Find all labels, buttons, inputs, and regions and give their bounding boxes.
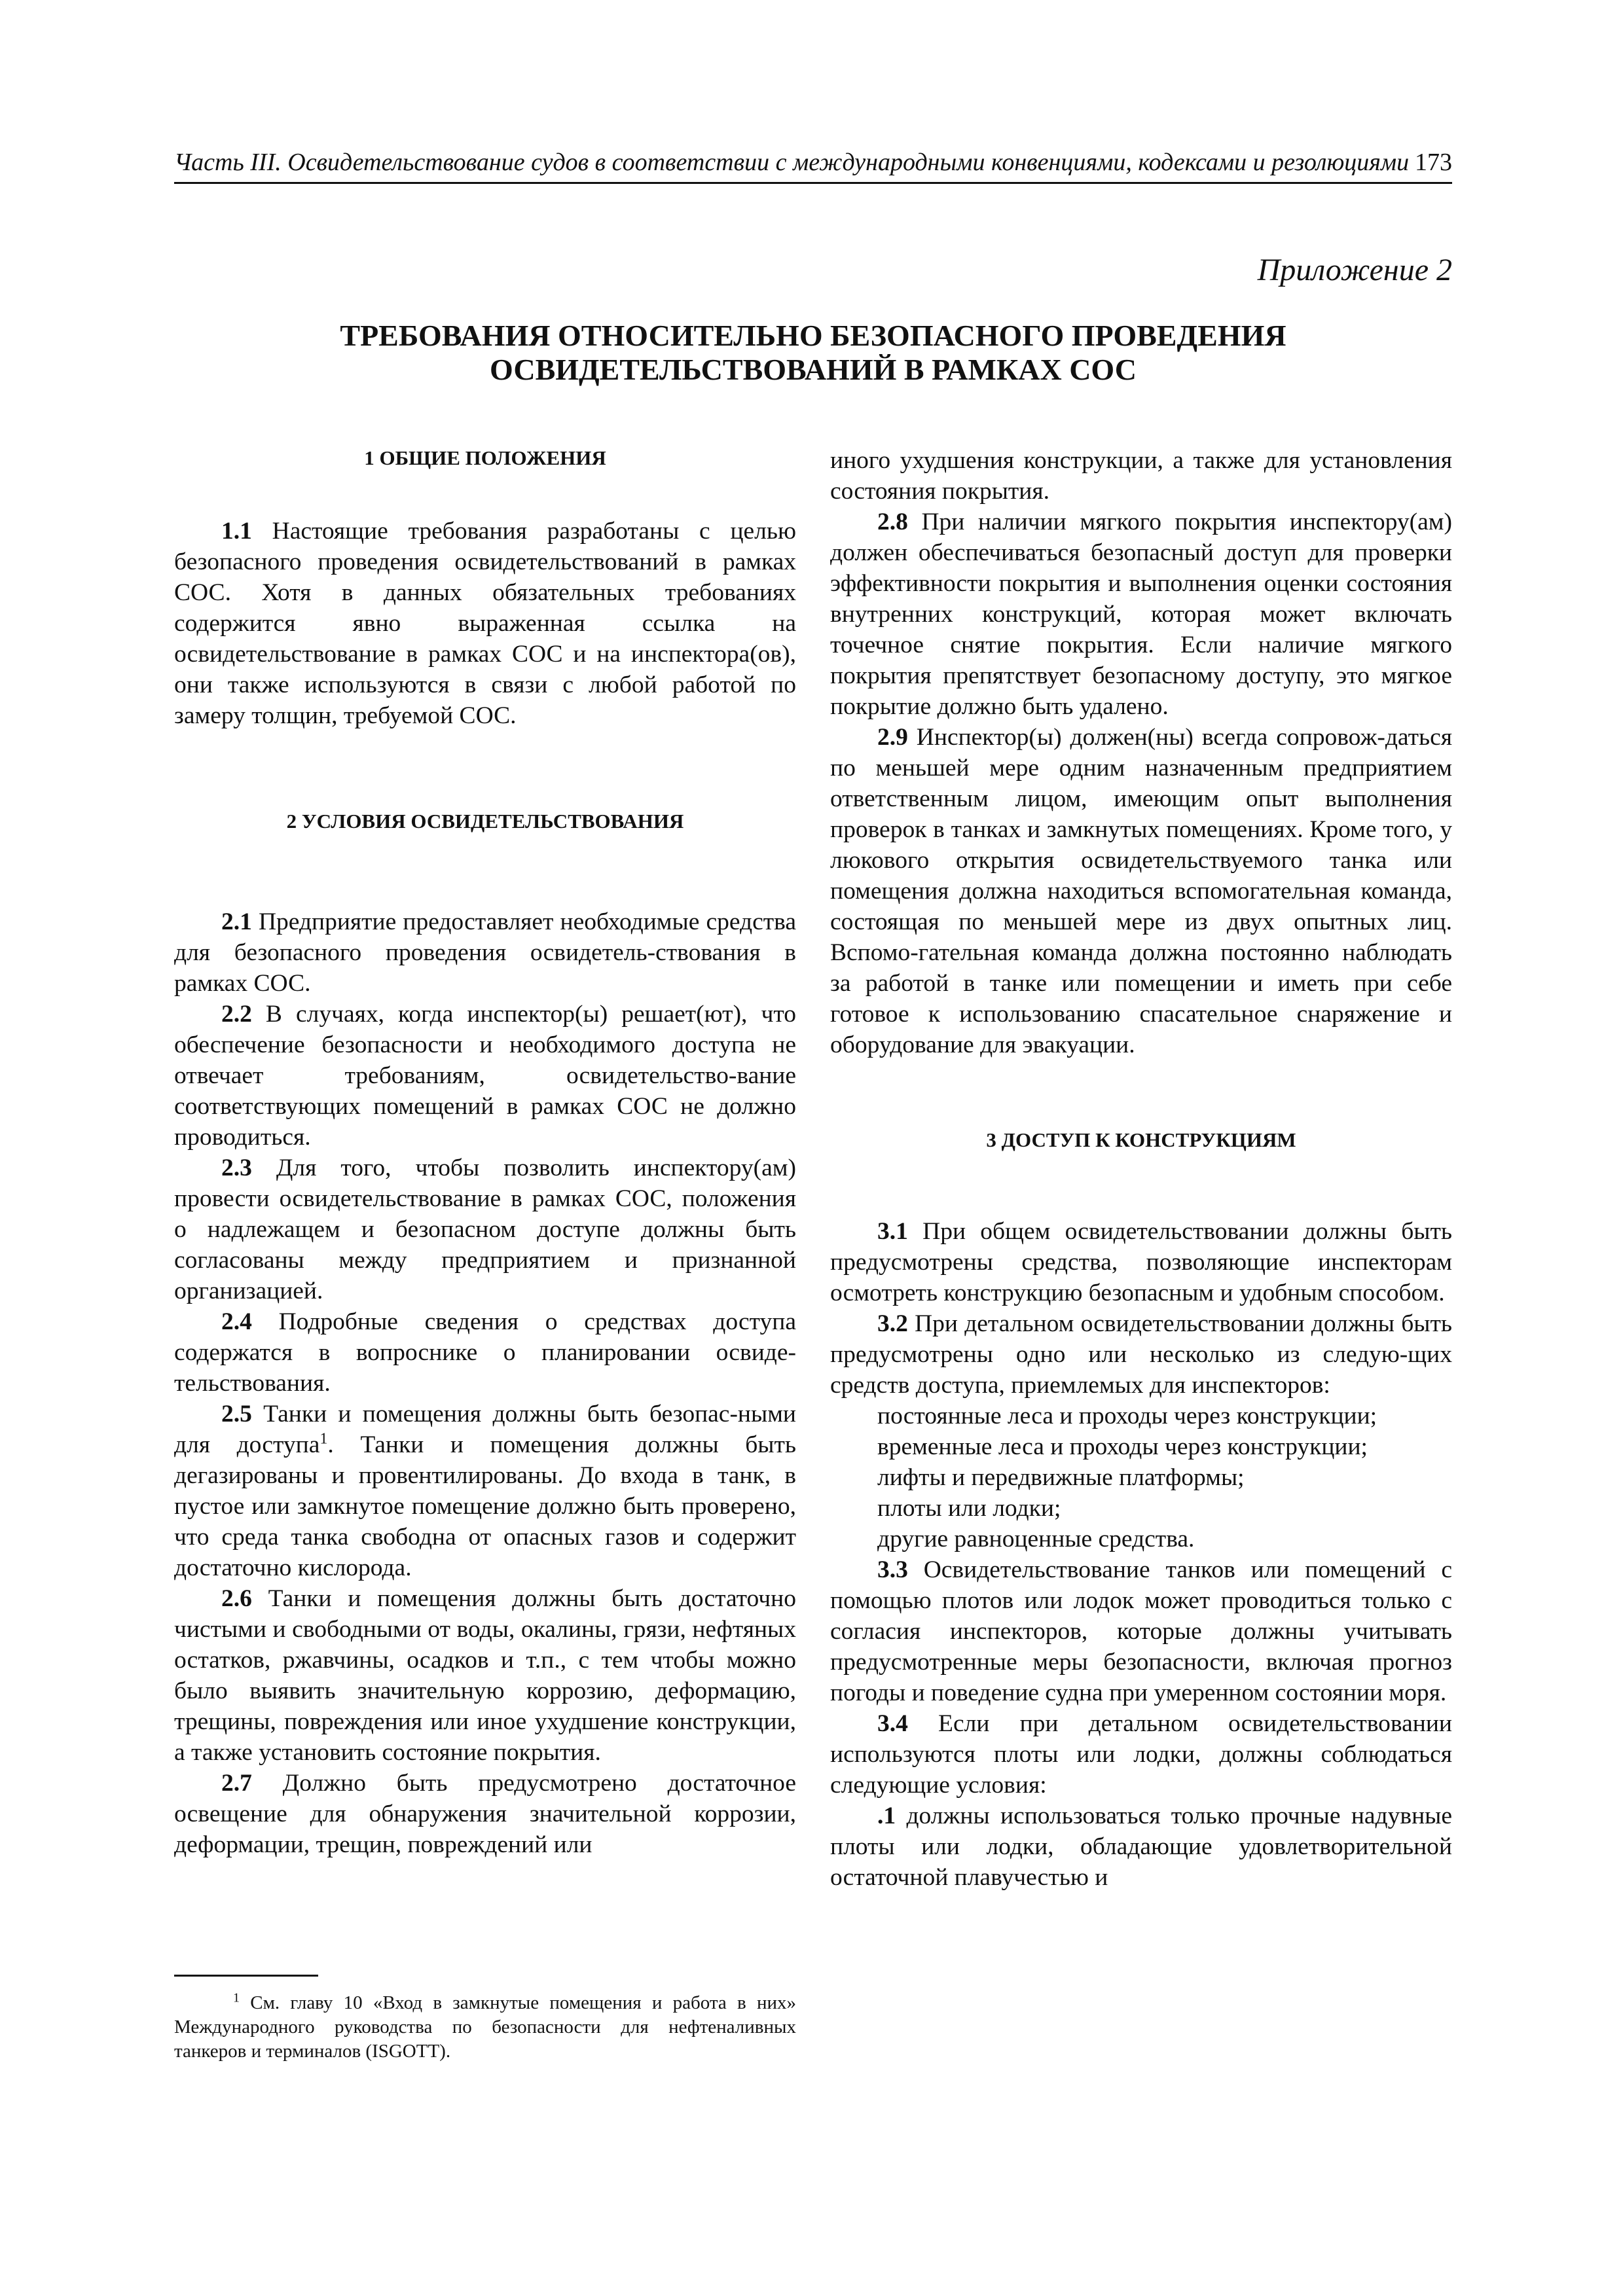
paragraph-2-7 — [174, 1768, 796, 1860]
footnote-reference: 1 — [319, 1430, 328, 1448]
paragraph-number: 3.4 — [877, 1710, 908, 1737]
paragraph-text: Танки и помещения должны быть безопас-ными для доступа — [174, 1401, 796, 1458]
paragraph-number: 1.1 — [221, 518, 252, 545]
paragraph-3-1 — [830, 1216, 1452, 1308]
access-means-list-item: постоянные леса и проходы через конструкции; — [877, 1403, 1377, 1429]
running-header-title: Часть III. Освидетельствование судов в соответствии с международными конвенциями, кодексами и резолюциями — [174, 149, 1410, 176]
access-means-list-item: плоты или лодки; — [877, 1495, 1061, 1522]
footnote-separator — [174, 1975, 318, 1977]
paragraph-text: Освидетельствование танков или помещений с помощью плотов или лодок может проводиться только с согласия инспекторов, которые должны учитывать предусмотренные меры безопасности, включая прогноз погоды и поведение судна при умеренном состоянии моря. — [830, 1556, 1452, 1706]
paragraph-2-8 — [830, 507, 1452, 722]
paragraph-text: Инспектор(ы) должен(ны) всегда сопровож-даться по меньшей мере одним назначенным предприятием ответственным лицом, имеющим опыт выполнения проверок в танках и замкнутых помещениях. Кроме того, у люкового открытия освидетельствуемого танка или помещения должна находиться вспомогательная команда, состоящая по меньшей мере из двух опытных лиц. Вспомо-гательная команда должна постоянно наблюдать за работой в танке или помещении и иметь при себе готовое к использованию спасательное снаряжение и оборудование для эвакуации. — [830, 724, 1452, 1058]
paragraph-text: должны использоваться только прочные надувные плоты или лодки, обладающие удовлетворительной остаточной плавучестью и — [830, 1803, 1452, 1891]
paragraph-text: В случаях, когда инспектор(ы) решает(ют), что обеспечение безопасности и необходимого доступа не отвечает требованиям, освидетельство-вание соответствующих помещений в рамках СОС не должно проводиться. — [174, 1001, 796, 1151]
paragraph-number: 2.7 — [221, 1770, 252, 1797]
paragraph-text: Предприятие предоставляет необходимые средства для безопасного проведения освидетель-ствования в рамках СОС. — [174, 908, 796, 997]
section-1-heading: 1 ОБЩИЕ ПОЛОЖЕНИЯ — [364, 446, 606, 469]
paragraph-text: Если при детальном освидетельствовании используются плоты или лодки, должны соблюдаться следующие условия: — [830, 1710, 1452, 1799]
footnote — [174, 1975, 796, 2064]
appendix-label: Приложение 2 — [1257, 253, 1452, 287]
document-title — [174, 319, 1452, 387]
left-column — [174, 445, 796, 1860]
paragraph-number: 3.3 — [877, 1556, 908, 1583]
paragraph-3-3 — [830, 1554, 1452, 1708]
paragraph-text: Должно быть предусмотрено достаточное освещение для обнаружения значительной коррозии, деформации, трещин, повреждений или — [174, 1770, 796, 1858]
footnote-body: См. главу 10 «Вход в замкнутые помещения и работа в них» Международного руководства по безопасности для нефтеналивных танкеров и терминалов (ISGOTT). — [174, 1992, 796, 2062]
paragraph-number: 2.8 — [877, 509, 908, 535]
paragraph-text: При наличии мягкого покрытия инспектору(ам) должен обеспечиваться безопасный доступ для проверки эффективности покрытия и выполнения оценки состояния внутренних конструкций, которая может включать точечное снятие покрытия. Если наличие мягкого покрытия препятствует безопасному доступу, это мягкое покрытие должно быть удалено. — [830, 509, 1452, 720]
access-means-list-item: лифты и передвижные платформы; — [877, 1464, 1245, 1491]
paragraph-2-5 — [174, 1399, 796, 1583]
paragraph-2-2 — [174, 999, 796, 1153]
paragraph-2-9 — [830, 722, 1452, 1060]
access-means-list-item: временные леса и проходы через конструкции; — [877, 1433, 1368, 1460]
paragraph-1-1 — [174, 516, 796, 731]
paragraph-2-7-continued: иного ухудшения конструкции, а также для установления состояния покрытия. — [830, 447, 1452, 505]
paragraph-2-1 — [174, 906, 796, 999]
paragraph-2-6 — [174, 1583, 796, 1768]
section-2-heading: 2 УСЛОВИЯ ОСВИДЕТЕЛЬСТВОВАНИЯ — [286, 810, 684, 833]
paragraph-2-3 — [174, 1153, 796, 1306]
paragraph-text: Танки и помещения должны быть достаточно чистыми и свободными от воды, окалины, грязи, нефтяных остатков, ржавчины, осадков и т.п., с тем чтобы можно было выявить значительную коррозию, деформацию, трещины, повреждения или иное ухудшение конструкции, а также установить состояние покрытия. — [174, 1585, 796, 1766]
paragraph-number: 2.5 — [221, 1401, 252, 1427]
paragraph-3-4-1 — [830, 1801, 1452, 1893]
page-number: 173 — [1415, 149, 1452, 176]
section-3-heading: 3 ДОСТУП К КОНСТРУКЦИЯМ — [986, 1128, 1296, 1151]
paragraph-number: 2.9 — [877, 724, 908, 751]
paragraph-number: 2.3 — [221, 1155, 252, 1181]
paragraph-2-4 — [174, 1306, 796, 1399]
footnote-text — [174, 1991, 796, 2064]
document-title-line-1: ТРЕБОВАНИЯ ОТНОСИТЕЛЬНО БЕЗОПАСНОГО ПРОВЕДЕНИЯ — [340, 319, 1286, 352]
paragraph-text: Подробные сведения о средствах доступа содержатся в вопроснике о планировании освиде-тельствования. — [174, 1308, 796, 1397]
paragraph-text: Для того, чтобы позволить инспектору(ам) провести освидетельствование в рамках СОС, положения о надлежащем и безопасном доступе должны быть согласованы между предприятием и признанной организацией. — [174, 1155, 796, 1304]
paragraph-number: 2.2 — [221, 1001, 252, 1028]
access-means-list-item: другие равноценные средства. — [877, 1526, 1195, 1552]
paragraph-text-continued: . Танки и помещения должны быть дегазированы и провентилированы. До входа в танк, в пустое или замкнутое помещение должно быть проверено, что среда танка свободна от опасных газов и содержит достаточно кислорода. — [174, 1431, 796, 1581]
paragraph-number: .1 — [877, 1803, 896, 1829]
paragraph-number: 2.1 — [221, 908, 252, 935]
paragraph-number: 2.4 — [221, 1308, 252, 1335]
right-column — [830, 445, 1452, 1893]
paragraph-text: При детальном освидетельствовании должны быть предусмотрены одно или несколько из следую-щих средств доступа, приемлемых для инспекторов: — [830, 1310, 1452, 1399]
paragraph-number: 3.1 — [877, 1218, 908, 1245]
paragraph-text: При общем освидетельствовании должны быть предусмотрены средства, позволяющие инспекторам осмотреть конструкцию безопасным и удобным способом. — [830, 1218, 1452, 1306]
paragraph-text: Настоящие требования разработаны с целью безопасного проведения освидетельствований в рамках СОС. Хотя в данных обязательных требованиях содержится явно выраженная ссылка на освидетельствование в рамках СОС и на инспектора(ов), они также используются в связи с любой работой по замеру толщин, требуемой СОС. — [174, 518, 796, 729]
document-title-line-2: ОСВИДЕТЕЛЬСТВОВАНИЙ В РАМКАХ СОС — [490, 353, 1137, 386]
paragraph-number: 3.2 — [877, 1310, 908, 1337]
paragraph-number: 2.6 — [221, 1585, 252, 1612]
footnote-marker: 1 — [233, 1990, 240, 2005]
running-header — [174, 144, 1452, 184]
paragraph-3-2 — [830, 1308, 1452, 1401]
paragraph-3-4 — [830, 1708, 1452, 1801]
